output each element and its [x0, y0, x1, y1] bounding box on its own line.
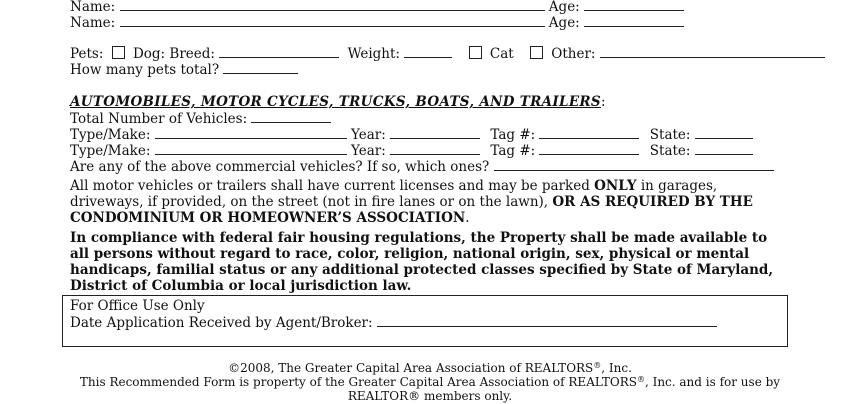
tag-field-2[interactable] [539, 142, 639, 155]
tag-label: Tag #: [490, 127, 536, 143]
office-date-field[interactable] [377, 314, 717, 327]
office-date-label: Date Application Received by Agent/Broker: [70, 315, 373, 331]
commercial-field[interactable] [494, 158, 774, 171]
typemake-field-1[interactable] [155, 126, 347, 139]
occupant-row-2 [70, 14, 684, 31]
registered-mark: ® [636, 375, 645, 384]
age-label: Age: [548, 0, 580, 15]
vehicles-total-field[interactable] [251, 110, 331, 123]
state-label: State: [649, 143, 691, 159]
dog-label: Dog: [132, 46, 166, 62]
name-label: Name: [70, 15, 116, 31]
footer-members: REALTOR® members only. [347, 389, 513, 403]
office-use-title: For Office Use Only [70, 298, 205, 314]
vehicles-total-label: Total Number of Vehicles: [70, 111, 248, 127]
dog-checkbox[interactable] [112, 46, 125, 59]
age-field-1[interactable] [584, 0, 684, 11]
state-field-1[interactable] [695, 126, 753, 139]
age-label: Age: [548, 15, 580, 31]
vehicle-rules-paragraph [70, 178, 790, 226]
vehicles-heading-row [70, 94, 606, 110]
name-field-1[interactable] [120, 0, 545, 11]
footer-copyright [70, 361, 790, 376]
pets-total-field[interactable] [223, 61, 298, 74]
pets-total-label: How many pets total? [70, 62, 220, 78]
cat-checkbox[interactable] [469, 46, 482, 59]
cat-label: Cat [489, 46, 514, 62]
copyright-suffix: , Inc. [601, 361, 632, 375]
tag-label: Tag #: [490, 143, 536, 159]
vehicle-rules-end: . [465, 210, 470, 226]
vehicles-total-row [70, 110, 331, 127]
vehicle-rules-only: ONLY [594, 178, 637, 194]
property-text: This Recommended Form is property of the Greater Capital Area Association of REALTORS [79, 375, 637, 389]
breed-label: Breed: [169, 46, 215, 62]
copyright-text: ©2008, The Greater Capital Area Association of REALTORS [228, 361, 594, 375]
other-label: Other: [551, 46, 596, 62]
vehicles-heading-colon: : [600, 94, 606, 110]
typemake-field-2[interactable] [155, 142, 347, 155]
typemake-label: Type/Make: [70, 143, 151, 159]
pets-label: Pets: [70, 46, 104, 62]
vehicle-rules-bold: OR AS REQUIRED BY THE CONDOMINIUM OR HOMEOWNER’S ASSOCIATION [70, 194, 753, 226]
age-field-2[interactable] [584, 14, 684, 27]
vehicle-rules-text-2: in garages, driveways, if provided, on the street (not in fire lanes or on the lawn), [70, 178, 718, 210]
name-field-2[interactable] [120, 14, 545, 27]
pets-total-row [70, 61, 298, 78]
breed-field[interactable] [219, 45, 339, 58]
registered-mark: ® [593, 361, 602, 370]
year-label: Year: [351, 143, 386, 159]
year-field-1[interactable] [390, 126, 480, 139]
state-field-2[interactable] [695, 142, 753, 155]
typemake-label: Type/Make: [70, 127, 151, 143]
pets-row [70, 45, 825, 62]
commercial-question: Are any of the above commercial vehicles? If so, which ones? [70, 159, 490, 175]
vehicle-row-1 [70, 126, 753, 143]
office-date-row [70, 314, 717, 331]
footer-property [70, 375, 790, 390]
fair-housing-statement: In compliance with federal fair housing regulations, the Property shall be made available to all persons without regard to race, color, religion, national origin, sex, physical or mental handicaps, familial status or any additional protected classes specified by State of Maryland, District of Columbia or local jurisdiction law. [70, 230, 774, 294]
weight-label: Weight: [347, 46, 400, 62]
other-field[interactable] [600, 45, 825, 58]
weight-field[interactable] [404, 45, 452, 58]
other-checkbox[interactable] [530, 46, 543, 59]
year-field-2[interactable] [390, 142, 480, 155]
vehicle-row-2 [70, 142, 753, 159]
state-label: State: [649, 127, 691, 143]
property-suffix: , Inc. and is for use by [644, 375, 781, 389]
tag-field-1[interactable] [539, 126, 639, 139]
commercial-row [70, 158, 774, 175]
vehicles-heading: AUTOMOBILES, MOTOR CYCLES, TRUCKS, BOATS, AND TRAILERS [70, 94, 601, 110]
year-label: Year: [351, 127, 386, 143]
name-label: Name: [70, 0, 116, 15]
occupant-row-1 [70, 0, 684, 15]
vehicle-rules-text: All motor vehicles or trailers shall have current licenses and may be parked [70, 178, 595, 194]
